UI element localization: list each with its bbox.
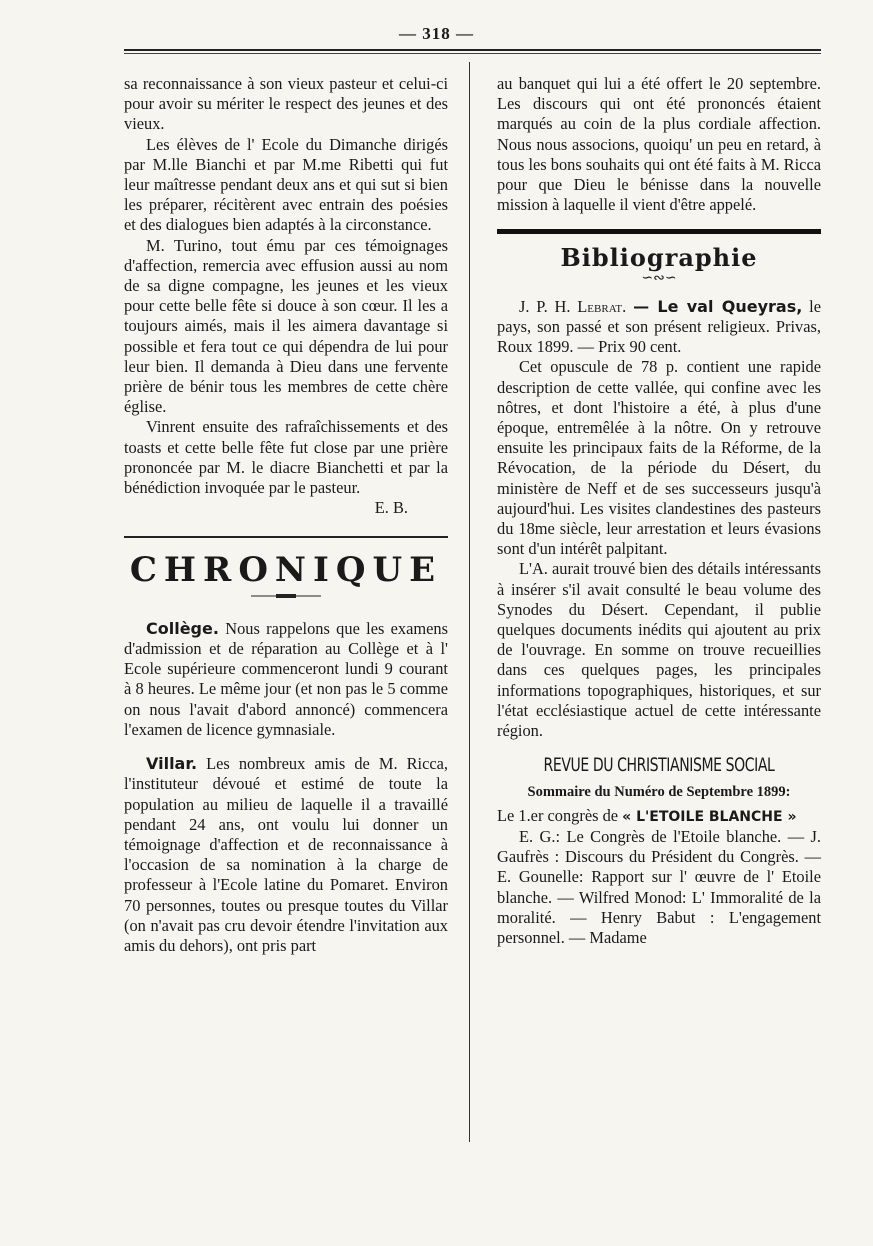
citation-rest: le pays, son passé et son présent religieux. Privas, Roux 1899. — Prix 90 cent. (497, 296, 822, 357)
right-column (497, 74, 821, 948)
college-text: Nous rappelons que les examens d'admission et de réparation au Collège et à l' Ecole supérieure commenceront lundi 9 courant à 8 heures. Le même jour (et non pas le 5 comme on nous l'avait d'abord annoncé) commencera l'examen de licence gymnasiale. (124, 618, 448, 739)
section-rule-heavy (497, 229, 821, 234)
college-paragraph (124, 619, 448, 740)
section-rule (124, 536, 448, 538)
bibliographie-heading: Bibliographie (560, 243, 758, 273)
revue-line-bold: « L'ETOILE BLANCHE » (622, 808, 797, 825)
revue-sommaire: Sommaire du Numéro de Septembre 1899: (527, 783, 791, 800)
continuation-paragraph: au banquet qui lui a été offert le 20 septembre. Les discours qui ont été prononcés étaient marqués au coin de la plus cordiale affection. Nous nous associons, quoiqu' un peu en retard, à tous les bons souhaits qui ont été faits à M. Ricca pour que Dieu le bénisse dans la nouvelle mission à laquelle il vient d'être appelé. (497, 74, 821, 215)
revue-line-text: Le 1.er congrès de (497, 805, 619, 825)
paragraph: L'A. aurait trouvé bien des détails intéressants à insérer s'il avait consulté le beau volume des Synodes du Désert. Cependant, il publie quelques documents inédits qui ajoutent au prix de l'ouvrage. En somme on trouve recueillies dans ces quelques pages, les principales informations topographiques, historiques, et sur l'état ecclésiastique actuel de cette intéressante région. (497, 559, 821, 741)
villar-text: Les nombreux amis de M. Ricca, l'instituteur dévoué et estimé de toute la population au milieu de laquelle il a travaillé pendant 24 ans, ont voulu lui donner un témoignage d'affection et de reconnaissance à l'occasion de sa nomination à la charge de professeur à l'Ecole latine du Pomaret. Environ 70 personnes, toutes ou presque toutes du Villar (on n'avait pas cru devoir étendre l'invitation aux amis du dehors), ont pris part (124, 754, 448, 955)
revue-line (497, 806, 821, 827)
revue-contents: E. G.: Le Congrès de l'Etoile blanche. — J. Gaufrès : Discours du Président du Congrès. — E. Gounelle: Rapport sur l' œuvre de l' Etoile blanche. — Wilfred Monod: L' Immoralité de la moralité. — Henry Babut : L'engagement personnel. — Madame (497, 826, 821, 947)
header-rule (124, 49, 821, 51)
citation-paragraph (497, 297, 821, 358)
ornament-divider-icon (251, 593, 321, 599)
bibliographie-ornament-icon: ∽∾∽ (641, 270, 677, 286)
paragraph: Vinrent ensuite des rafraîchissements et des toasts et cette belle fête fut close par une prière prononcée par M. le diacre Bianchetti et par la bénédiction invoquée par le pasteur. (124, 417, 448, 498)
villar-lead: Villar. (146, 754, 198, 774)
header-rule-thin (124, 53, 821, 54)
citation-author: J. P. H. Lebrat. (519, 296, 627, 316)
column-divider (469, 62, 470, 1142)
paragraph: Les élèves de l' Ecole du Dimanche dirigés par M.lle Bianchi et par M.me Ribetti qui fut leur maîtresse pendant deux ans et qui sut si bien les préparer, récitèrent avec entrain des poésies et des dialogues bien adaptés à la circonstance. (124, 134, 448, 235)
villar-paragraph (124, 754, 448, 956)
left-column (124, 74, 448, 956)
paragraph: Cet opuscule de 78 p. contient une rapide description de cette vallée, qui confine avec les nôtres, et dont l'histoire a été, à plus d'une époque, entremêlée à la nôtre. On y retrouve ensuite les principaux faits de la Réforme, de la Révocation, de la période du Désert, du ministère de Neff et de ses successeurs jusqu'à aujourd'hui. Les visites clandestines des pasteurs du 18me siècle, leur arrestation et leurs évasions sont d'un intérêt palpitant. (497, 357, 821, 559)
revue-heading: REVUE DU CHRISTIANISME SOCIAL (543, 754, 775, 777)
page-number: — 318 — (399, 24, 474, 43)
college-lead: Collège. (146, 618, 219, 638)
citation-title: — Le val Queyras, (633, 296, 803, 316)
paragraph: M. Turino, tout ému par ces témoignages d'affection, remercia avec effusion aussi au nom de sa digne compagne, les jeunes et les vieux pour cette belle fête si douce à son cœur. Il les a toujours aimés, mais il les aimera davantage si possible et fera tout ce qui dépendra de lui pour leur bien. Il demanda à Dieu dans une fervente prière de bénir tous les membres de cette chère église. (124, 235, 448, 417)
chronique-heading: CHRONIQUE (129, 550, 443, 591)
signature: E. B. (374, 498, 408, 518)
paragraph: sa reconnaissance à son vieux pasteur et celui-ci pour avoir su mériter le respect des jeunes et des vieux. (124, 74, 448, 134)
